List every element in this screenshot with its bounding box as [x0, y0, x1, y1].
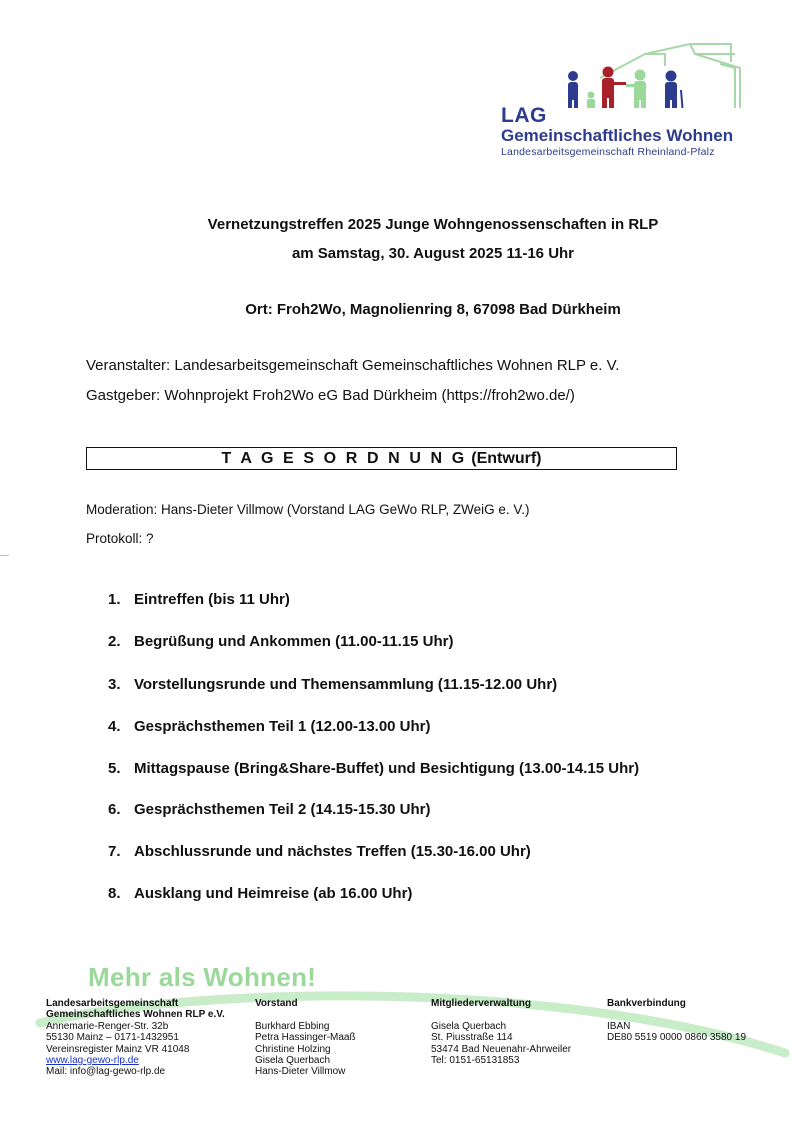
website-link[interactable]: www.lag-gewo-rlp.de	[46, 1055, 139, 1067]
agenda-item: 2. Begrüßung und Ankommen (11.00-11.15 Uhr)	[108, 633, 454, 650]
footer-membership-column: Mitgliederverwaltung Gisela Querbach St. Piusstraße 114 53474 Bad Neuenahr-Ahrweiler Tel: 0151-65131853	[431, 998, 572, 1067]
board-member: Christine Holzing	[255, 1043, 331, 1055]
margin-mark	[0, 555, 9, 556]
lag-logo	[495, 38, 765, 163]
board-member: Gisela Querbach	[255, 1055, 331, 1067]
iban-value: DE80 5519 0000 0860 3580 19	[607, 1032, 747, 1044]
event-location: Ort: Froh2Wo, Magnolienring 8, 67098 Bad Dürkheim	[245, 301, 621, 318]
host-line: Gastgeber: Wohnprojekt Froh2Wo eG Bad Dürkheim (https://froh2wo.de/)	[86, 387, 575, 404]
logo-abbreviation: LAG	[501, 104, 547, 127]
agenda-item: 7. Abschlussrunde und nächstes Treffen (15.30-16.00 Uhr)	[108, 843, 531, 860]
board-member: Petra Hassinger-Maaß	[255, 1032, 356, 1044]
agenda-heading-suffix: (Entwurf)	[471, 450, 542, 467]
logo-name: Gemeinschaftliches Wohnen	[501, 126, 734, 145]
organizer-line: Veranstalter: Landesarbeitsgemeinschaft Gemeinschaftliches Wohnen RLP e. V.	[86, 357, 620, 374]
agenda-item: 4. Gesprächsthemen Teil 1 (12.00-13.00 Uhr)	[108, 718, 431, 735]
footer-slogan: Mehr als Wohnen!	[88, 962, 317, 992]
mail-line: Mail: info@lag-gewo-rlp.de	[46, 1066, 166, 1078]
logo-subtitle: Landesarbeitsgemeinschaft Rheinland-Pfalz	[501, 146, 715, 158]
agenda-heading	[86, 447, 677, 470]
footer-bank-column: Bankverbindung IBAN DE80 5519 0000 0860 3580 19	[607, 998, 747, 1044]
agenda-item: 1. Eintreffen (bis 11 Uhr)	[108, 591, 290, 608]
board-member: Burkhard Ebbing	[255, 1020, 330, 1032]
event-date: am Samstag, 30. August 2025 11-16 Uhr	[291, 245, 575, 262]
moderation-line: Moderation: Hans-Dieter Villmow (Vorstand LAG GeWo RLP, ZWeiG e. V.)	[86, 502, 530, 517]
logo-people-houses-icon	[495, 38, 765, 108]
footer-board-column: Vorstand Burkhard Ebbing Petra Hassinger-Maaß Christine Holzing Gisela Querbach Hans-Dieter Villmow	[255, 998, 356, 1078]
agenda-heading-title: T A G E S O R D N U N G	[221, 450, 467, 467]
protocol-line: Protokoll: ?	[86, 531, 154, 546]
agenda-item: 6. Gesprächsthemen Teil 2 (14.15-15.30 Uhr)	[108, 801, 431, 818]
agenda-item: 5. Mittagspause (Bring&Share-Buffet) und Besichtigung (13.00-14.15 Uhr)	[108, 760, 640, 777]
event-title: Vernetzungstreffen 2025 Junge Wohngenossenschaften in RLP	[207, 216, 659, 233]
board-member: Hans-Dieter Villmow	[255, 1066, 346, 1078]
agenda-item: 3. Vorstellungsrunde und Themensammlung (11.15-12.00 Uhr)	[108, 676, 558, 693]
agenda-item: 8. Ausklang und Heimreise (ab 16.00 Uhr)	[108, 885, 413, 902]
footer-org-column: Landesarbeitsgemeinschaft Gemeinschaftliches Wohnen RLP e.V. Annemarie-Renger-Str. 32b 55130 Mainz – 0171-1432951 Vereinsregister Mainz VR 41048 www.lag-gewo-rlp.de Mail: info@lag-gewo-rlp.de	[46, 998, 225, 1078]
